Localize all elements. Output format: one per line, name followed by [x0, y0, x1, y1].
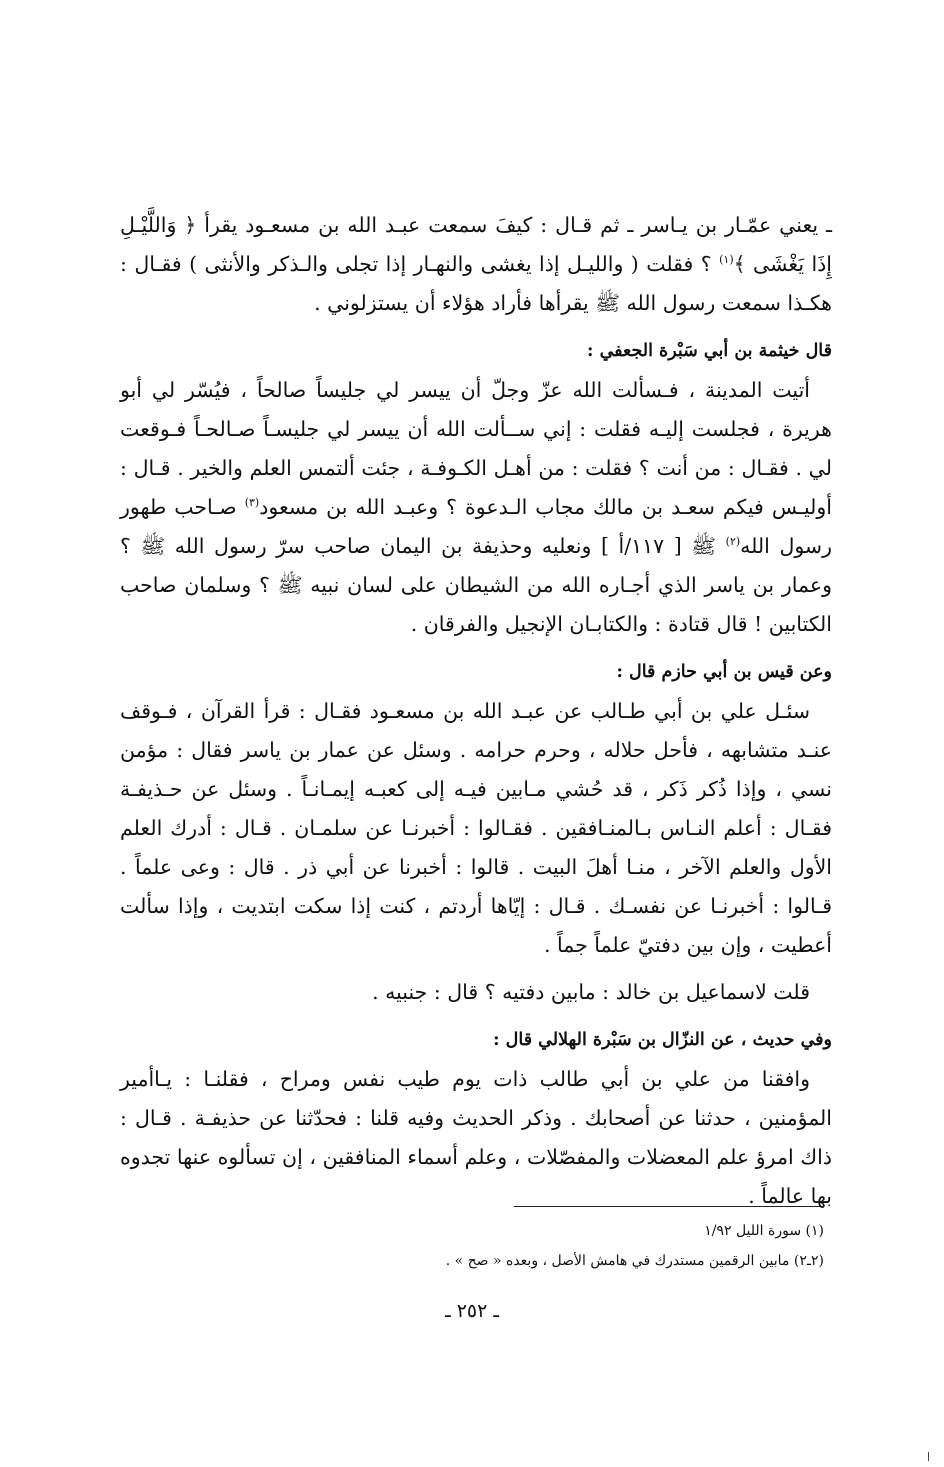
footnotes	[112, 1216, 824, 1276]
paragraph-ismail: قلت لاسماعيل بن خالد : مابين دفتيه ؟ قال : جنبيه .	[372, 980, 810, 1004]
footnote-ref-2: (٢)	[725, 535, 741, 549]
section-heading-nazzal: وفي حديث ، عن النزّال بن سَبْرة الهلالي قال :	[493, 1030, 832, 1050]
footnote-1: (١) سورة الليل ١/٩٢	[704, 1223, 824, 1239]
footnote-2: (٢ـ٢) مابين الرقمين مستدرك في هامش الأصل ، وبعده « صح » .	[445, 1253, 824, 1269]
intro-text: ـ يعني عمّـار بن يـاسر ـ ثم قـال : كيفَ سمعت عبـد الله بن مسعـود يقرأ ﴿ وَاللَّيْـلِ إِذَا يَغْشَى ﴾	[120, 213, 832, 276]
paragraph-qays: سئـل علي بن أبي طـالب عن عبـد الله بن مسعـود فقـال : قرأ القرآن ، فـوقف عنـد متشابهه ، فأحل حلاله ، وحرم حرامه . وسئل عن عمار بن ياسر فقال : مؤمن نسي ، وإذا ذُكر ذَكر ، قد حُشي مـابين فيـه إلى كعبـه إيمـانـاً . وسئل عن حـذيفـة فقـال : أعلم النـاس بـالمنـافقين . فقـالوا : أخبرنـا عن سلمـان . قـال : أدرك العلم الأول والعلم الآخر ، منـا أهلَ البيت . قالوا : أخبرنا عن أبي ذر . قال : وعى علماً . قـالوا : أخبرنـا عن نفسـك . قـال : إيّاها أردتم ، كنت إذا سكت ابتديت ، وإذا سألت أعطيت ، وإن بين دفتيّ علماً جماً .	[120, 699, 832, 957]
footnote-ref-3: (٣)	[244, 496, 260, 510]
scan-corner-mark	[928, 1452, 938, 1461]
footnote-divider	[514, 1206, 824, 1207]
paragraph-khaythama-part1: أتيت المدينة ، فـسألت الله عزّ وجلّ أن ييسر لي جليساً صالحاً ، فيُسّر لي أبو هريرة ، فجلست إليـه فقلت : إني ســألت الله أن ييسر لي جليسـاً صـالحـاً فـوقعت لي . فقـال : من أنت ؟ فقلت : من أهـل الكـوفـة ، جئت ألتمس العلم والخير . قـال : أوليـس فيكم سعـد بن مالك مجاب الـدعوة ؟ وعبـد الله بن مسعود	[120, 378, 833, 519]
paragraph-khaythama-part3: ﷺ [ ١١٧/أ ] ونعليه وحذيفة بن اليمان صاحب سرّ رسول الله ﷺ ؟ وعمار بن ياسر الذي أجـاره الله من الشيطان على لسان نبيه ﷺ ؟ وسلمان صاحب الكتابين ! قال قتادة : والكتابـان الإنجيل والفرقان .	[120, 534, 832, 636]
page-body	[120, 206, 832, 1216]
paragraph-nazzal: وافقنا من علي بن أبي طالب ذات يوم طيب نفس ومراح ، فقلنـا : يـاأمير المؤمنين ، حدثنا عن أصحابك . وذكر الحديث وفيه قلنا : فحدّثنا عن حذيفـة . قـال : ذاك امرؤ علم المعضلات والمفصّلات ، وعلم أسماء المنافقين ، إن تسألوه عنها تجدوه بها عالماً .	[120, 1067, 832, 1208]
section-heading-qays: وعن قيس بن أبي حازم قال :	[616, 662, 832, 682]
intro-paragraph	[120, 206, 832, 323]
paragraph-khaythama	[120, 371, 832, 644]
section-heading-khaythama: قال خيثمة بن أبي سَبْرة الجعفي :	[587, 341, 832, 361]
intro-text-2: ؟ فقلت ( والليـل إذا يغشى والنهـار إذا تجلى والـذكر والأنثى ) فقـال : هكـذا سمعت رسول الله ﷺ يقرأها فأراد هؤلاء أن يستزلوني .	[120, 252, 832, 315]
footnote-ref-1: (١)	[719, 253, 734, 267]
paragraph-khaythama-part2: صـاحب طهور رسول الله	[120, 495, 833, 558]
page-number: ـ ٢٥٢ ـ	[445, 1300, 499, 1322]
